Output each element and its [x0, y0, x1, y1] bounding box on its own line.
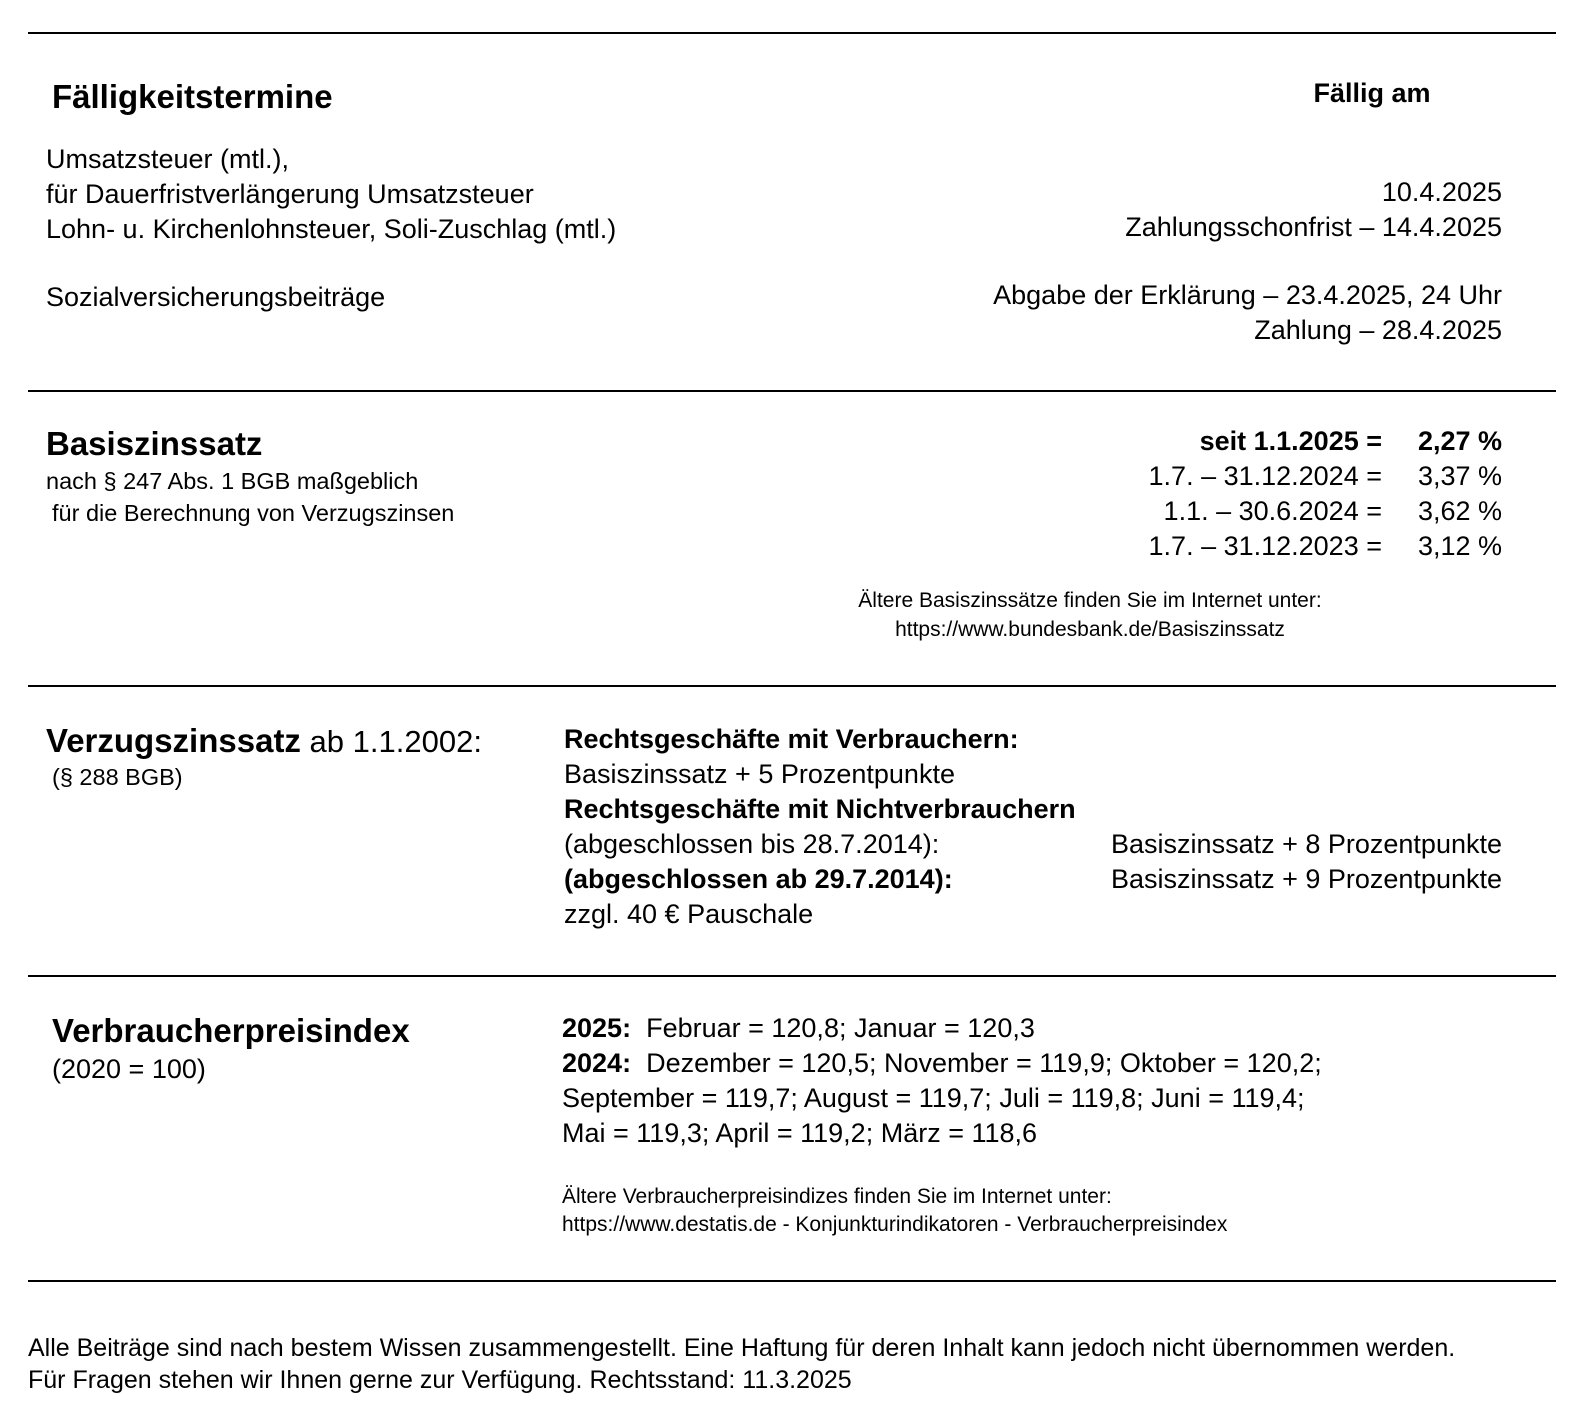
- faelligkeit-schonfrist: Zahlungsschonfrist – 14.4.2025: [1125, 212, 1502, 242]
- vpi-values: September = 119,7; August = 119,7; Juli = 119,8; Juni = 119,4;: [562, 1083, 1305, 1113]
- vpi-year: 2025:: [562, 1013, 632, 1043]
- footer-disclaimer: Alle Beiträge sind nach bestem Wissen zusammengestellt. Eine Haftung für deren Inhalt kann jedoch nicht übernommen werden.: [28, 1334, 1456, 1362]
- sv-label: Sozialversicherungsbeiträge: [46, 282, 386, 312]
- nichtverbraucher-row-value: Basiszinssatz + 9 Prozentpunkte: [1111, 864, 1502, 894]
- verbraucher-heading: Rechtsgeschäfte mit Verbrauchern:: [564, 724, 1019, 754]
- vpi-values: Februar = 120,8; Januar = 120,3: [646, 1013, 1035, 1043]
- nichtverbraucher-row-label: (abgeschlossen ab 29.7.2014):: [564, 864, 953, 894]
- vpi-line-2025: [562, 1011, 1035, 1046]
- basiszins-title: Basiszinssatz: [46, 425, 263, 462]
- basiszins-subtitle: für die Berechnung von Verzugszinsen: [52, 500, 455, 526]
- sv-date-abgabe: Abgabe der Erklärung – 23.4.2025, 24 Uhr: [993, 280, 1502, 310]
- rate-period: 1.7. – 31.12.2024 =: [1148, 461, 1382, 491]
- pauschale-text: zzgl. 40 € Pauschale: [564, 899, 814, 929]
- faelligkeit-row-label: Lohn- u. Kirchenlohnsteuer, Soli-Zuschlag (mtl.): [46, 214, 617, 244]
- faelligkeit-date: 10.4.2025: [1381, 177, 1502, 207]
- divider-verzug: [28, 685, 1556, 687]
- vpi-values: Mai = 119,3; April = 119,2; März = 118,6: [562, 1118, 1038, 1148]
- faelligkeit-row-label: Umsatzsteuer (mtl.),: [46, 144, 290, 174]
- rate-period: 1.7. – 31.12.2023 =: [1148, 531, 1382, 561]
- faelligkeit-column-header: Fällig am: [1313, 78, 1431, 108]
- vpi-values: Dezember = 120,5; November = 119,9; Oktober = 120,2;: [646, 1048, 1322, 1078]
- basiszins-link[interactable]: https://www.bundesbank.de/Basiszinssatz: [895, 618, 1285, 641]
- verzug-title-bold: Verzugszinssatz: [46, 722, 301, 759]
- verzug-title: [46, 722, 482, 760]
- rate-period: 1.1. – 30.6.2024 =: [1163, 496, 1382, 526]
- divider-basiszins: [28, 390, 1556, 392]
- divider-top: [28, 32, 1556, 34]
- vpi-line-2024: [562, 1046, 1322, 1081]
- basiszins-subtitle: nach § 247 Abs. 1 BGB maßgeblich: [46, 468, 419, 494]
- verzug-subtitle: (§ 288 BGB): [52, 764, 183, 790]
- vpi-title: Verbraucherpreisindex: [52, 1012, 410, 1049]
- divider-vpi: [28, 975, 1556, 977]
- vpi-year: 2024:: [562, 1048, 632, 1078]
- faelligkeit-title: Fälligkeitstermine: [52, 78, 333, 115]
- rate-period: seit 1.1.2025 =: [1199, 426, 1382, 456]
- divider-footer: [28, 1280, 1556, 1282]
- nichtverbraucher-heading: Rechtsgeschäfte mit Nichtverbrauchern: [564, 794, 1076, 824]
- basiszins-note: Ältere Basiszinssätze finden Sie im Internet unter:: [858, 589, 1322, 612]
- sv-date-zahlung: Zahlung – 28.4.2025: [1254, 315, 1502, 345]
- rate-value: 3,12 %: [1417, 531, 1502, 561]
- verzug-title-rest: ab 1.1.2002:: [300, 724, 482, 759]
- footer-contact: Für Fragen stehen wir Ihnen gerne zur Verfügung. Rechtsstand: 11.3.2025: [28, 1366, 852, 1394]
- rate-value: 2,27 %: [1417, 426, 1502, 456]
- vpi-note: Ältere Verbraucherpreisindizes finden Sie im Internet unter:: [562, 1185, 1112, 1208]
- nichtverbraucher-row-value: Basiszinssatz + 8 Prozentpunkte: [1111, 829, 1502, 859]
- nichtverbraucher-row-label: (abgeschlossen bis 28.7.2014):: [564, 829, 940, 859]
- vpi-subtitle: (2020 = 100): [52, 1054, 206, 1084]
- rate-value: 3,62 %: [1417, 496, 1502, 526]
- rate-value: 3,37 %: [1417, 461, 1502, 491]
- verbraucher-text: Basiszinssatz + 5 Prozentpunkte: [564, 759, 955, 789]
- vpi-link[interactable]: https://www.destatis.de - Konjunkturindikatoren - Verbraucherpreisindex: [562, 1213, 1228, 1236]
- faelligkeit-row-label: für Dauerfristverlängerung Umsatzsteuer: [46, 179, 534, 209]
